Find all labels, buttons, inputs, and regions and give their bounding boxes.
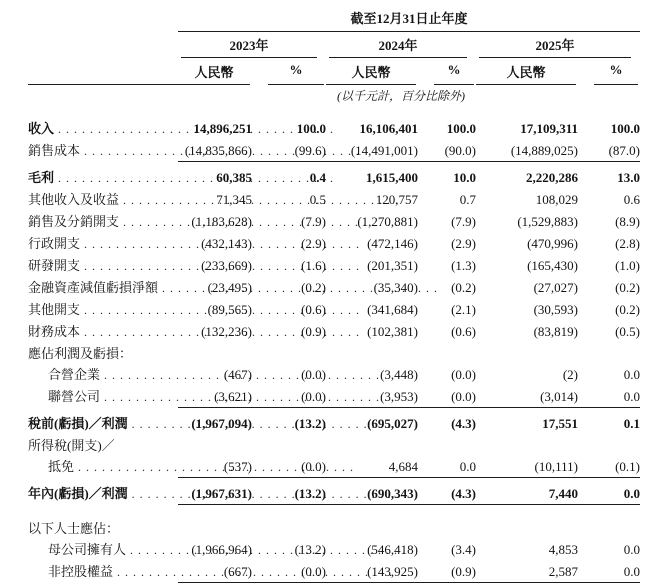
percent-value-cell: (0.0) — [451, 367, 476, 382]
percent-value-cell: 100.0 — [610, 121, 640, 136]
col-header-percent-2025: % — [594, 62, 638, 85]
rmb-value-cell: (1,967,631) — [178, 483, 256, 505]
row-label-text: 抵免 — [48, 459, 75, 474]
percent-value-cell: (0.0) — [256, 456, 326, 478]
rmb-value-cell: (1,270,881) — [357, 214, 418, 229]
rmb-value-cell: (2) — [562, 367, 578, 382]
rmb-value-cell: (83,819) — [533, 324, 578, 339]
row-label — [28, 386, 178, 408]
percent-value-cell: (87.0) — [582, 140, 640, 162]
table-header — [28, 8, 640, 104]
rmb-value-cell: (667) — [178, 561, 256, 583]
percent-value-cell: (0.2) — [451, 280, 476, 295]
table-row — [28, 277, 640, 299]
percent-value-cell: 100.0 — [446, 121, 476, 136]
percent-value-cell: 0.0 — [623, 367, 640, 382]
rmb-value-cell: 60,385 — [216, 170, 252, 185]
rmb-value-cell: (546,418) — [367, 542, 418, 557]
table-row — [28, 189, 640, 211]
rmb-value-cell: 17,109,311 — [520, 121, 578, 136]
percent-value-cell: (90.0) — [422, 140, 476, 162]
percent-value-cell: (1.0) — [615, 258, 640, 273]
percent-value-cell: (0.0) — [256, 561, 326, 583]
percent-value-cell: 0.6 — [623, 192, 640, 207]
rmb-value-cell: (1,967,094) — [191, 416, 252, 431]
row-label-text: 其他開支 — [28, 302, 81, 317]
table-row — [28, 167, 640, 189]
rmb-value-cell: (1,529,883) — [517, 214, 578, 229]
year-header-2023: 2023年 — [181, 35, 317, 58]
rmb-value-cell: (233,669) — [201, 258, 252, 273]
percent-value-cell: (7.9) — [301, 214, 326, 229]
row-label — [28, 456, 178, 478]
percent-value-cell: 0.7 — [459, 192, 476, 207]
row-label — [28, 435, 640, 456]
rmb-value-cell: (467) — [223, 367, 252, 382]
table-row — [28, 140, 640, 162]
row-label-text: 以下人士應佔： — [28, 521, 120, 536]
row-label-text: 聯營公司 — [48, 389, 101, 404]
percent-value-cell: (0.2) — [615, 280, 640, 295]
year-header-2024: 2024年 — [329, 35, 467, 58]
percent-value-cell: (2.1) — [451, 302, 476, 317]
percent-value-cell: 0.4 — [309, 170, 326, 185]
percent-value-cell: (0.5) — [615, 324, 640, 339]
row-label — [28, 140, 178, 162]
row-label-text: 收入 — [28, 121, 55, 136]
table-row — [28, 233, 640, 255]
percent-value-cell: (99.6) — [256, 140, 326, 162]
percent-value-cell: (4.3) — [451, 416, 476, 431]
row-label-text: 銷售及分銷開支 — [28, 214, 120, 229]
table-row — [28, 456, 640, 478]
rmb-value-cell: (3,014) — [476, 386, 582, 408]
percent-value-cell: (2.9) — [301, 236, 326, 251]
rmb-value-cell: 4,684 — [326, 456, 422, 478]
percent-value-cell: (7.9) — [451, 214, 476, 229]
year-header-2025: 2025年 — [479, 35, 631, 58]
rmb-value-cell: 4,853 — [548, 542, 578, 557]
rmb-value-cell: (14,491,001) — [326, 140, 422, 162]
percent-value-cell: (2.8) — [615, 236, 640, 251]
rmb-value-cell: (102,381) — [367, 324, 418, 339]
row-label — [28, 518, 640, 539]
rmb-value-cell: (143,925) — [326, 561, 422, 583]
row-label — [28, 561, 178, 583]
col-header-percent-2023: % — [268, 62, 324, 85]
table-row — [28, 321, 640, 343]
row-label — [28, 539, 178, 561]
table-row — [28, 483, 640, 505]
rmb-value-cell: (3,953) — [326, 386, 422, 408]
rmb-value-cell: 7,440 — [476, 483, 582, 505]
table-row — [28, 118, 640, 140]
row-label-text: 應佔利潤及虧損： — [28, 346, 133, 361]
table-row — [28, 211, 640, 233]
row-label-text: 研發開支 — [28, 258, 81, 273]
percent-value-cell: 0.0 — [582, 561, 640, 583]
section-header-row — [28, 343, 640, 364]
percent-value-cell: (0.9) — [301, 324, 326, 339]
percent-value-cell: 13.0 — [617, 170, 640, 185]
row-label — [28, 364, 178, 386]
rmb-value-cell: (35,340) — [373, 280, 418, 295]
row-label — [28, 483, 178, 505]
percent-value-cell: (2.9) — [451, 236, 476, 251]
rmb-value-cell: 14,896,251 — [193, 121, 252, 136]
rmb-value-cell: (537) — [178, 456, 256, 478]
table-row — [28, 561, 640, 583]
rmb-value-cell: (690,343) — [326, 483, 422, 505]
percent-value-cell: 0.0 — [582, 386, 640, 408]
row-label — [28, 255, 178, 277]
percent-value-cell: 100.0 — [296, 121, 326, 136]
percent-value-cell: 0.0 — [623, 542, 640, 557]
table-body — [28, 118, 660, 583]
row-label-text: 金融資產減值虧損淨額 — [28, 280, 159, 295]
period-title: 截至12月31日止年度 — [178, 8, 640, 32]
rmb-value-cell: (132,236) — [201, 324, 252, 339]
row-label — [28, 321, 178, 343]
rmb-value-cell: (1,966,964) — [191, 542, 252, 557]
rmb-value-cell: (472,146) — [367, 236, 418, 251]
row-label — [28, 167, 178, 189]
row-label-text: 財務成本 — [28, 324, 81, 339]
row-label-text: 稅前(虧損)／利潤 — [28, 416, 128, 431]
rmb-value-cell: 2,587 — [476, 561, 582, 583]
row-label — [28, 277, 178, 299]
rmb-value-cell: 120,757 — [375, 192, 418, 207]
rmb-value-cell: (14,889,025) — [476, 140, 582, 162]
percent-value-cell: (0.2) — [615, 302, 640, 317]
percent-value-cell: (3.4) — [451, 542, 476, 557]
percent-value-cell: (8.9) — [615, 214, 640, 229]
percent-value-cell: (0.1) — [582, 456, 640, 478]
rmb-value-cell: 2,220,286 — [526, 170, 578, 185]
row-label-text: 年內(虧損)／利潤 — [28, 486, 128, 501]
rmb-value-cell: (3,621) — [178, 386, 256, 408]
row-label-text: 毛利 — [28, 170, 55, 185]
section-header-row — [28, 518, 640, 539]
col-header-rmb-2023: 人民幣 — [178, 62, 250, 85]
percent-value-cell: (0.0) — [422, 386, 476, 408]
percent-value-cell: (0.6) — [301, 302, 326, 317]
table-row — [28, 364, 640, 386]
section-header-row — [28, 435, 640, 456]
rmb-value-cell: (27,027) — [533, 280, 578, 295]
rmb-value-cell: 108,029 — [535, 192, 578, 207]
percent-value-cell: (1.3) — [451, 258, 476, 273]
percent-value-cell: 0.0 — [582, 483, 640, 505]
table-row — [28, 255, 640, 277]
rmb-value-cell: 1,615,400 — [366, 170, 418, 185]
rmb-value-cell: (10,111) — [476, 456, 582, 478]
rmb-value-cell: (14,835,866) — [178, 140, 256, 162]
percent-value-cell: (0.9) — [422, 561, 476, 583]
row-label-text: 母公司擁有人 — [48, 542, 127, 557]
col-header-rmb-2024: 人民幣 — [326, 62, 416, 85]
percent-value-cell: (0.0) — [301, 367, 326, 382]
rmb-value-cell: (30,593) — [533, 302, 578, 317]
row-label-text: 其他收入及收益 — [28, 192, 120, 207]
percent-value-cell: (0.2) — [301, 280, 326, 295]
row-label-text: 非控股權益 — [48, 564, 114, 579]
col-header-percent-2024: % — [434, 62, 474, 85]
rmb-value-cell: 16,106,401 — [359, 121, 418, 136]
row-label — [28, 299, 178, 321]
units-note: (以千元計，百分比除外) — [337, 89, 465, 103]
row-label — [28, 211, 178, 233]
table-row — [28, 386, 640, 408]
rmb-value-cell: (341,684) — [367, 302, 418, 317]
row-label — [28, 343, 640, 364]
percent-value-cell: (13.2) — [256, 483, 326, 505]
percent-value-cell: (1.6) — [301, 258, 326, 273]
percent-value-cell: (0.0) — [256, 386, 326, 408]
rmb-value-cell: (23,495) — [207, 280, 252, 295]
rmb-value-cell: 17,551 — [542, 416, 578, 431]
row-label-text: 行政開支 — [28, 236, 81, 251]
rmb-value-cell: (470,996) — [527, 236, 578, 251]
rmb-value-cell: 71,345 — [216, 192, 252, 207]
percent-value-cell: 10.0 — [453, 170, 476, 185]
percent-value-cell: 0.1 — [623, 416, 640, 431]
table-row — [28, 413, 640, 435]
rmb-value-cell: (89,565) — [207, 302, 252, 317]
rmb-value-cell: (432,143) — [201, 236, 252, 251]
percent-value-cell: (13.2) — [294, 542, 326, 557]
percent-value-cell: (13.2) — [294, 416, 326, 431]
rmb-value-cell: (165,430) — [527, 258, 578, 273]
table-row — [28, 299, 640, 321]
row-label-text: 所得稅(開支)／ — [28, 438, 115, 453]
rmb-value-cell: (1,183,628) — [191, 214, 252, 229]
rmb-value-cell: (201,351) — [367, 258, 418, 273]
col-header-rmb-2025: 人民幣 — [476, 62, 576, 85]
rmb-value-cell: (695,027) — [367, 416, 418, 431]
rmb-value-cell: (3,448) — [380, 367, 418, 382]
row-label-text: 銷售成本 — [28, 143, 81, 158]
table-row — [28, 539, 640, 561]
row-label — [28, 233, 178, 255]
row-label — [28, 118, 178, 140]
percent-value-cell: (4.3) — [422, 483, 476, 505]
percent-value-cell: 0.0 — [422, 456, 476, 478]
percent-value-cell: 0.5 — [309, 192, 326, 207]
row-label — [28, 413, 178, 435]
percent-value-cell: (0.6) — [451, 324, 476, 339]
row-label-text: 合營企業 — [48, 367, 101, 382]
row-label — [28, 189, 178, 211]
